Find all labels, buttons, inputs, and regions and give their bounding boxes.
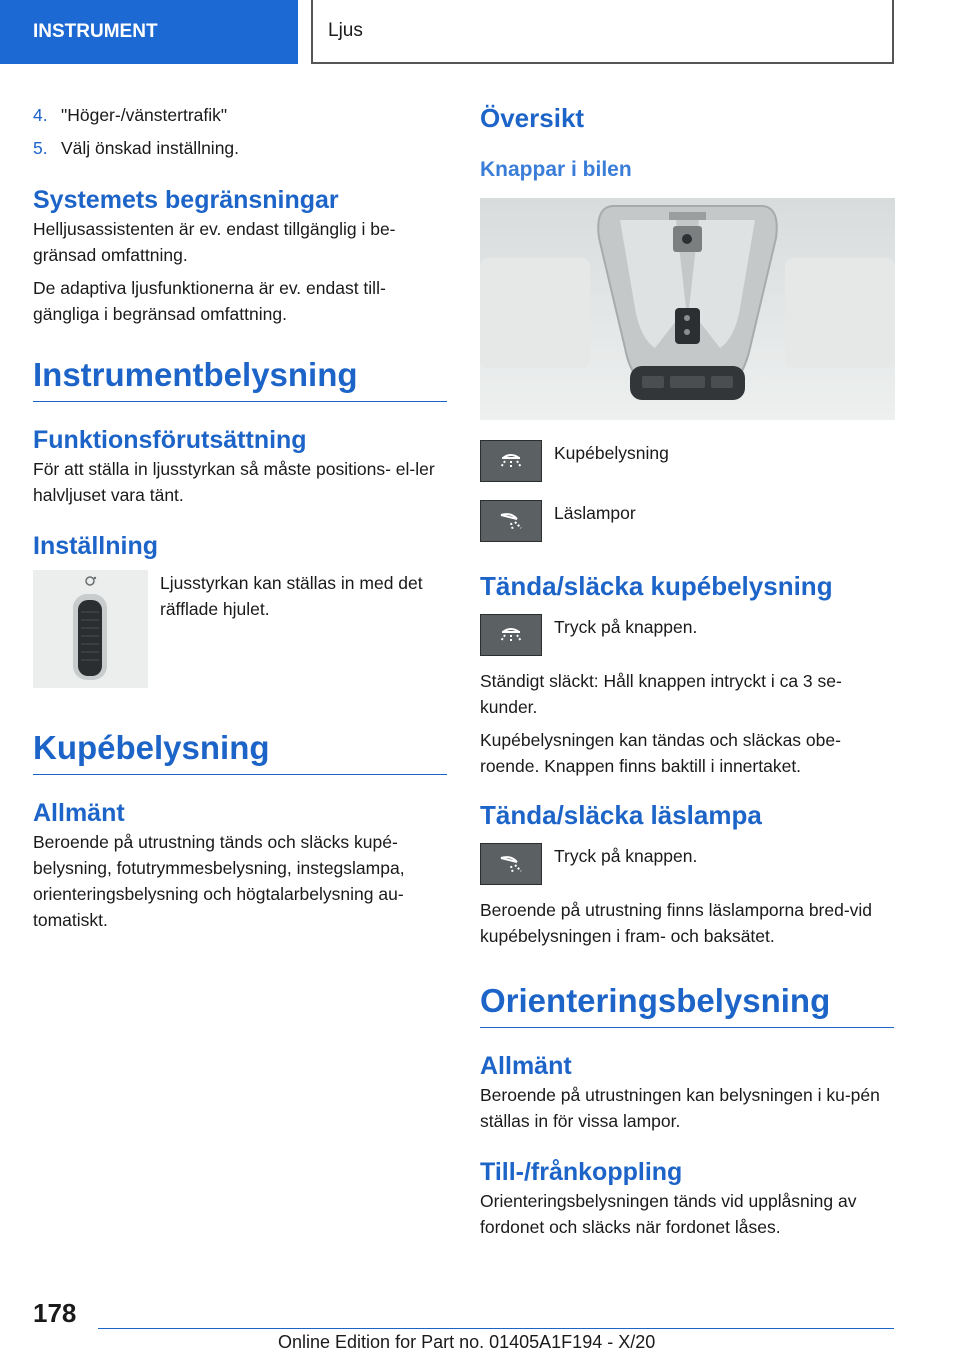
toggle-reading-paragraph: Beroende på utrustning finns läslamporna bred-vid kupébelysningen i fram- och baksätet.: [480, 900, 873, 946]
page-number: 178: [33, 1298, 77, 1328]
symbol-row: [480, 843, 894, 885]
chapter-title: Ljus: [328, 20, 363, 41]
left-column: [33, 102, 447, 933]
instrument-lighting-heading: Instrumentbelysning: [33, 353, 447, 402]
right-column: [480, 102, 894, 1240]
roof-console-photo: [480, 198, 895, 420]
function-requirement-heading: Funktionsförutsättning: [33, 426, 307, 454]
limits-paragraph-1: Helljusassistenten är ev. endast tillgänglig i be-gränsad omfattning.: [33, 219, 396, 265]
dimmer-wheel-image: [33, 570, 148, 688]
action-text: Tryck på knappen.: [554, 617, 698, 637]
symbol-row: [480, 500, 894, 542]
action-text: Tryck på knappen.: [554, 846, 698, 866]
list-number: 4.: [33, 105, 48, 125]
limits-heading: Systemets begränsningar: [33, 186, 339, 214]
general-heading: Allmänt: [33, 799, 125, 827]
list-text: Välj önskad inställning.: [61, 138, 240, 158]
symbol-row: [480, 440, 894, 482]
toggle-interior-paragraph-2: Kupébelysningen kan tändas och släckas obe-roende. Knappen finns baktill i innertaket.: [480, 730, 841, 776]
dimmer-wheel-icon: [33, 570, 148, 688]
symbol-label: Kupébelysning: [554, 443, 669, 463]
toggle-interior-heading: Tända/släcka kupébelysning: [480, 571, 833, 601]
symbol-label: Läslampor: [554, 503, 636, 523]
function-requirement-paragraph: För att ställa in ljusstyrkan så måste positions- el-ler halvljuset vara tänt.: [33, 459, 435, 505]
buttons-heading: Knappar i bilen: [480, 158, 632, 181]
edition-text: Online Edition for Part no. 01405A1F194 - X/20: [278, 1332, 656, 1352]
toggle-interior-paragraph-1: Ständigt släckt: Håll knappen intryckt i ca 3 se-kunder.: [480, 671, 842, 717]
list-text: "Höger-/vänstertrafik": [61, 105, 228, 125]
section-title: INSTRUMENT: [33, 21, 158, 42]
interior-light-icon: [480, 440, 542, 482]
list-number: 5.: [33, 138, 48, 158]
reading-light-icon: [480, 843, 542, 885]
setting-heading: Inställning: [33, 532, 158, 560]
setting-paragraph: Ljusstyrkan kan ställas in med det räfflade hjulet.: [160, 573, 423, 619]
setting-row: [33, 570, 447, 688]
limits-paragraph-2: De adaptiva ljusfunktionerna är ev. endast till-gängliga i begränsad omfattning.: [33, 278, 386, 324]
toggle-reading-heading: Tända/släcka läslampa: [480, 800, 762, 830]
footer-divider: [98, 1328, 894, 1329]
general-paragraph: Beroende på utrustning tänds och släcks kupé-belysning, fotutrymmesbelysning, instegslampa, orienteringsbelysning och högtalarbelysning au-tomatiskt.: [33, 832, 405, 930]
interior-light-icon: [480, 614, 542, 656]
chapter-tab: [311, 0, 894, 64]
orientation-general-heading: Allmänt: [480, 1052, 572, 1080]
roof-console-image: [480, 198, 895, 420]
interior-lighting-heading: Kupébelysning: [33, 726, 447, 775]
orientation-general-paragraph: Beroende på utrustningen kan belysningen i ku-pén ställas in för vissa lampor.: [480, 1085, 880, 1131]
section-tab: [0, 0, 298, 64]
on-off-heading: Till-/frånkoppling: [480, 1158, 683, 1186]
list-item: [33, 102, 447, 128]
on-off-paragraph: Orienteringsbelysningen tänds vid upplåsning av fordonet och släcks när fordonet låses.: [480, 1191, 857, 1237]
list-item: [33, 135, 447, 161]
symbol-row: [480, 614, 894, 656]
reading-light-icon: [480, 500, 542, 542]
overview-heading: Översikt: [480, 103, 585, 133]
orientation-lighting-heading: Orienteringsbelysning: [480, 979, 894, 1028]
